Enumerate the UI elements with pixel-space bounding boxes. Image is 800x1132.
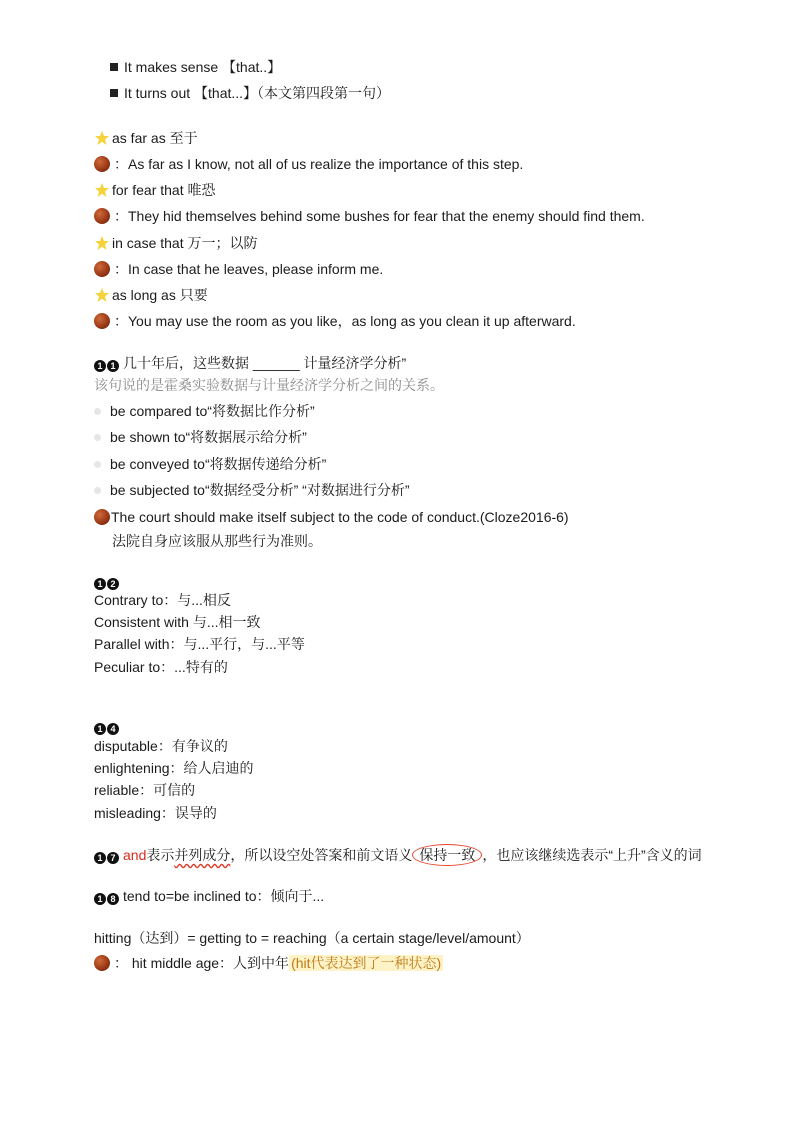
ball-icon — [94, 955, 110, 971]
phrase-heading: as far as 至于 — [94, 128, 198, 148]
number-badge: 1 2 — [94, 578, 119, 590]
q17-text: 1 7 and表示并列成分，所以设空处答案和前文语义 保持一致 ，也应该继续选表示“上升”含义的词 — [94, 845, 702, 865]
ball-icon — [94, 208, 110, 224]
q11-option: be subjected to“数据经受分析” “对数据进行分析” — [94, 480, 410, 500]
phrase-example: ：They hid themselves behind some bushes for fear that the enemy should find them. — [94, 206, 645, 226]
number-badge: 1 1 — [94, 360, 119, 372]
phrase-example: ：As far as I know, not all of us realize the importance of this step. — [94, 154, 523, 174]
q11-title: 1 1 几十年后，这些数据 ______ 计量经济学分析” — [94, 353, 406, 373]
q11-example-en: The court should make itself subject to the code of conduct.(Cloze2016-6) — [94, 507, 569, 527]
q14-number — [94, 716, 123, 736]
phrase-heading: in case that 万一；以防 — [94, 233, 258, 253]
q14-item: misleading：误导的 — [94, 805, 217, 821]
square-bullet-icon — [110, 89, 118, 97]
bullet-dot-icon — [94, 434, 101, 441]
q12-number — [94, 571, 123, 591]
number-badge: 1 4 — [94, 723, 119, 735]
q12-item: Contrary to：与...相反 — [94, 592, 231, 608]
star-icon — [94, 130, 110, 146]
ball-icon — [94, 313, 110, 329]
ball-icon — [94, 261, 110, 277]
ball-icon — [94, 156, 110, 172]
q11-note: 该句说的是霍桑实验数据与计量经济学分析之间的关系。 — [94, 377, 444, 393]
q14-item: reliable：可信的 — [94, 782, 196, 798]
number-badge: 1 8 — [94, 893, 119, 905]
q11-option: be conveyed to“将数据传递给分析” — [94, 454, 326, 474]
phrase-example: ：You may use the room as you like，as long as you clean it up afterward. — [94, 311, 576, 331]
phrase-heading: as long as 只要 — [94, 285, 208, 305]
q14-item: disputable：有争议的 — [94, 738, 228, 754]
hitting-line: hitting（达到）= getting to = reaching（a certain stage/level/amount） — [94, 930, 530, 946]
circled-mark: 保持一致 — [412, 844, 482, 866]
number-badge: 1 7 — [94, 852, 119, 864]
phrase-example: ：In case that he leaves, please inform me. — [94, 259, 383, 279]
star-icon — [94, 287, 110, 303]
phrase-heading: for fear that 唯恐 — [94, 180, 215, 200]
bullet-item: It turns out 【that...】（本文第四段第一句） — [110, 83, 390, 103]
star-icon — [94, 235, 110, 251]
q14-item: enlightening：给人启迪的 — [94, 760, 254, 776]
highlight-note: (hit代表达到了一种状态) — [291, 955, 442, 971]
ball-icon — [94, 509, 110, 525]
q11-option: be shown to“将数据展示给分析” — [94, 427, 307, 447]
q11-example-zh: 法院自身应该服从那些行为准则。 — [112, 533, 322, 549]
bullet-dot-icon — [94, 461, 101, 468]
bullet-dot-icon — [94, 487, 101, 494]
q12-item: Consistent with 与...相一致 — [94, 614, 261, 630]
q18-text: 1 8 tend to=be inclined to：倾向于... — [94, 886, 324, 906]
star-icon — [94, 182, 110, 198]
hitting-example: ： hit middle age：人到中年 (hit代表达到了一种状态) — [94, 953, 443, 973]
q12-item: Parallel with：与...平行，与...平等 — [94, 636, 305, 652]
square-bullet-icon — [110, 63, 118, 71]
wavy-underline-mark: 并列成分 — [174, 847, 231, 863]
q11-option: be compared to“将数据比作分析” — [94, 401, 315, 421]
q12-item: Peculiar to：...特有的 — [94, 659, 228, 675]
bullet-dot-icon — [94, 408, 101, 415]
bullet-item: It makes sense 【that..】 — [110, 57, 281, 77]
